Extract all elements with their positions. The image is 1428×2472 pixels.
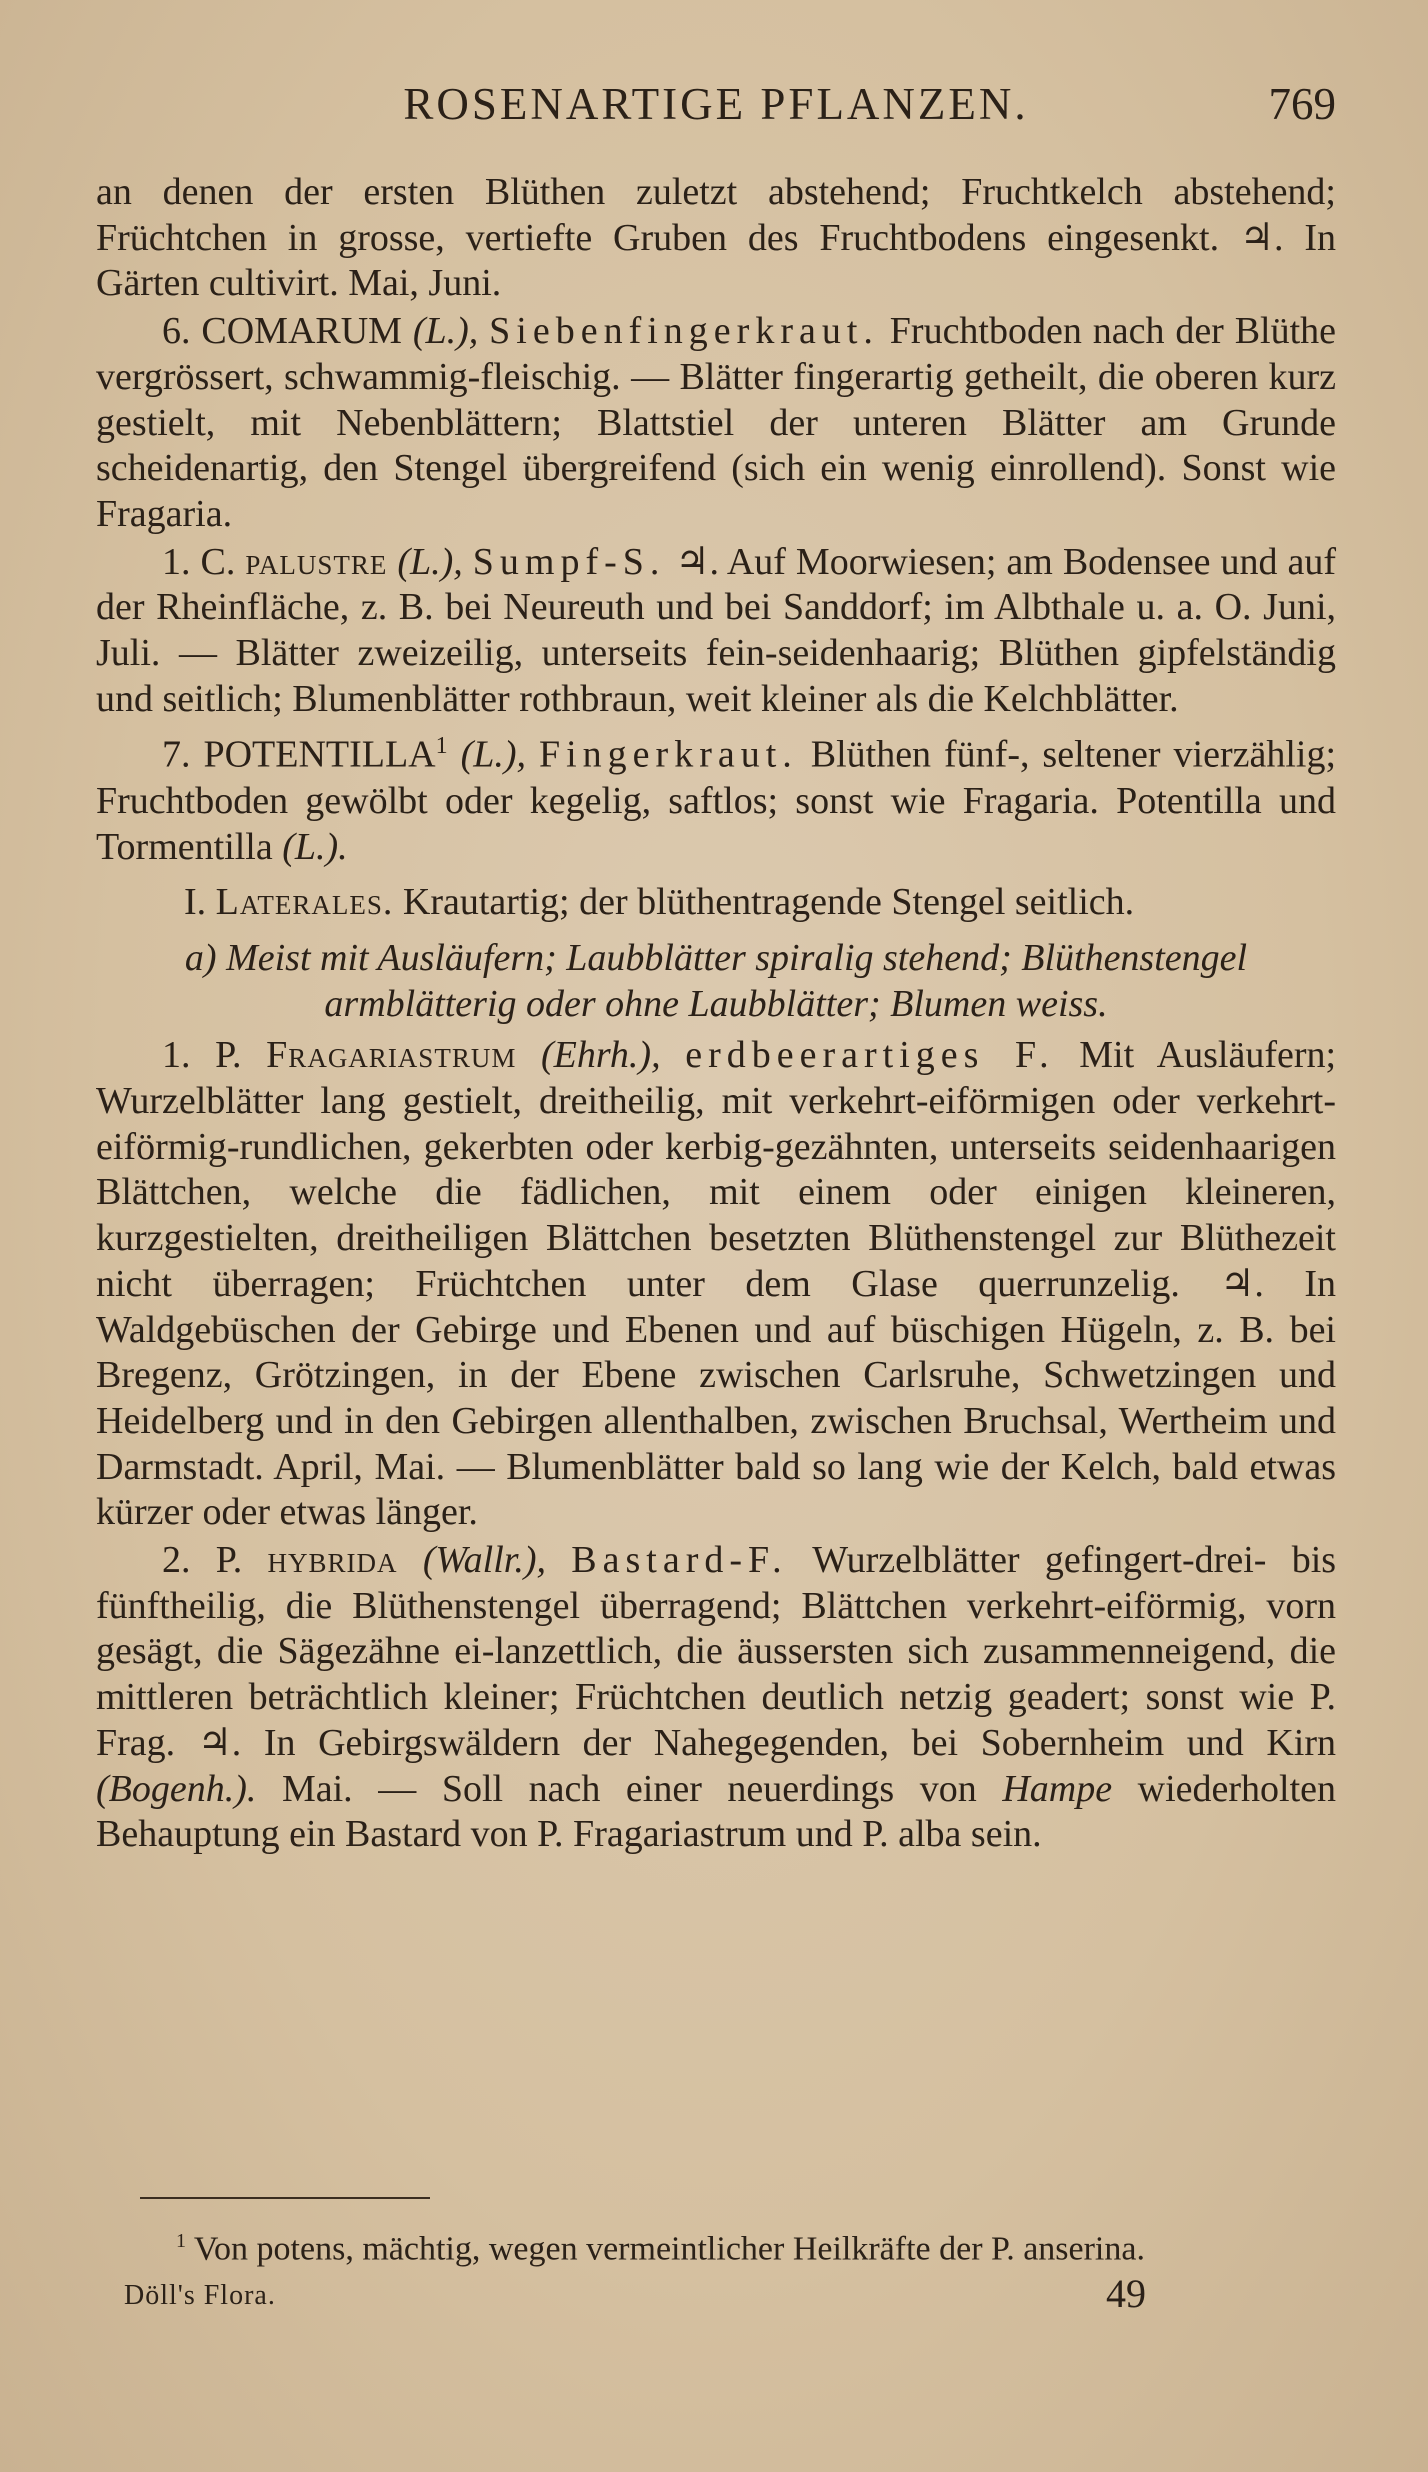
common-name: Bastard-F.: [571, 1539, 788, 1582]
author-citation: (L.),: [460, 734, 527, 777]
species-number: 1. C.: [162, 540, 236, 583]
running-head: ROSENARTIGE PFLANZEN.: [403, 79, 1029, 129]
species-number: 1. P.: [162, 1034, 242, 1077]
section-number: I.: [184, 881, 207, 924]
common-name: Fingerkraut.: [538, 734, 798, 777]
author-citation: (L.).: [282, 825, 348, 868]
species-description: ♃. Auf Moorwiesen; am Bodensee und auf der Rheinfläche, z. B. bei Neureuth und bei Sanddorf; im Albthale u. a. O. Juni, Juli. — Blätter zweizeilig, unterseits fein-seidenhaarig; Blüthen gipfelständig und seitlich; Blumenblätter rothbraun, weit kleiner als die Kelchblätter.: [96, 540, 1337, 720]
species-entry-hybrida: [96, 1538, 1336, 1858]
species-description: Wurzelblätter gefingert-drei- bis fünftheilig, die Blüthenstengel überragend; Blättchen verkehrt-eiförmig, vorn gesägt, die Sägezähne ei-lanzettlich, die äussersten sich zusammenneigend, die mittleren beträchtlich kleiner; Früchtchen deutlich netzig geadert; sonst wie P. Frag. ♃. In Gebirgswäldern der Nahegegenden, bei Sobernheim und Kirn: [96, 1539, 1337, 1764]
genus-entry-comarum: [96, 309, 1336, 538]
author-citation: (Ehrh.),: [540, 1034, 661, 1077]
species-entry-comarum-palustre: [96, 540, 1336, 723]
author-citation: (L.),: [412, 310, 479, 353]
species-description-continued: Mai. — Soll nach einer neuerdings von: [281, 1767, 977, 1810]
genus-heading: 6. COMARUM: [162, 310, 402, 353]
page-header: [96, 78, 1336, 138]
section-heading-laterales: [96, 880, 1336, 926]
species-description-end: wiederholten Behauptung ein Bastard von P. Fragariastrum und P. alba sein.: [96, 1767, 1337, 1856]
sheet-number: 49: [1106, 2271, 1146, 2316]
footnote: [176, 2230, 1356, 2268]
genus-entry-potentilla: [96, 724, 1336, 870]
species-number: 2. P.: [162, 1539, 243, 1582]
author-citation: (Wallr.),: [422, 1539, 546, 1582]
genus-heading: 7. POTENTILLA: [162, 734, 436, 777]
person-name: Hampe: [1002, 1767, 1113, 1810]
reference-citation: (Bogenh.).: [96, 1767, 257, 1810]
common-name: erdbeerartiges F.: [685, 1034, 1055, 1077]
footnote-text: Von potens, mächtig, wegen vermeintlicher Heilkräfte der P. anserina.: [193, 2230, 1145, 2268]
paragraph-continuation: an denen der ersten Blüthen zuletzt abstehend; Fruchtkelch abstehend; Früchtchen in grosse, vertiefte Gruben des Fruchtbodens eingesenkt. ♃. In Gärten cultivirt. Mai, Juni.: [96, 171, 1336, 305]
species-entry-fragariastrum: [96, 1033, 1336, 1536]
footnote-marker: 1: [435, 733, 448, 760]
section-name: Laterales.: [215, 881, 394, 924]
species-name: hybrida: [267, 1539, 398, 1582]
common-name: Siebenfingerkraut.: [489, 310, 879, 353]
species-name: Fragariastrum: [266, 1034, 517, 1077]
subsection-heading-a: a) Meist mit Ausläufern; Laubblätter spiralig stehend; Blüthenstengel armblätterig oder ohne Laubblätter; Blumen weiss.: [184, 936, 1248, 1025]
genus-description: Fruchtboden nach der Blüthe vergrössert, schwammig-fleischig. — Blätter fingerartig getheilt, die oberen kurz gestielt, mit Nebenblättern; Blattstiel der unteren Blätter am Grunde scheidenartig, den Stengel übergreifend (sich ein wenig einrollend). Sonst wie Fragaria.: [96, 310, 1337, 535]
species-name: palustre: [245, 540, 388, 583]
footnote-rule: [140, 2197, 430, 2199]
body-text: [96, 170, 1336, 1858]
species-description: Mit Ausläufern; Wurzelblätter lang gestielt, dreitheilig, mit verkehrt-eiförmigen oder verkehrt-eiförmig-rundlichen, gekerbten oder kerbig-gezähnten, unterseits seidenhaarigen Blättchen, welche die fädlichen, mit einem oder einigen kleineren, kurzgestielten, dreitheiligen Blättchen besetzten Blüthenstengel zur Blüthezeit nicht überragen; Früchtchen unter dem Glase querrunzelig. ♃. In Waldgebüschen der Gebirge und Ebenen und auf büschigen Hügeln, z. B. bei Bregenz, Grötzingen, in der Ebene zwischen Carlsruhe, Schwetzingen und Heidelberg und in den Gebirgen allenthalben, zwischen Bruchsal, Wertheim und Darmstadt. April, Mai. — Blumenblätter bald so lang wie der Kelch, bald etwas kürzer oder etwas länger.: [96, 1034, 1337, 1534]
section-description: Krautartig; der blüthentragende Stengel seitlich.: [402, 881, 1135, 924]
common-name: Sumpf-S.: [472, 540, 666, 583]
footnote-mark: 1: [176, 2230, 186, 2252]
genus-description: Blüthen fünf-, seltener vierzählig; Fruchtboden gewölbt oder kegelig, saftlos; sonst wie Fragaria. Potentilla und Tormentilla: [96, 734, 1337, 868]
page-number: 769: [1268, 79, 1336, 129]
printer-signature: Döll's Flora.: [124, 2280, 276, 2311]
author-citation: (L.),: [397, 540, 463, 583]
